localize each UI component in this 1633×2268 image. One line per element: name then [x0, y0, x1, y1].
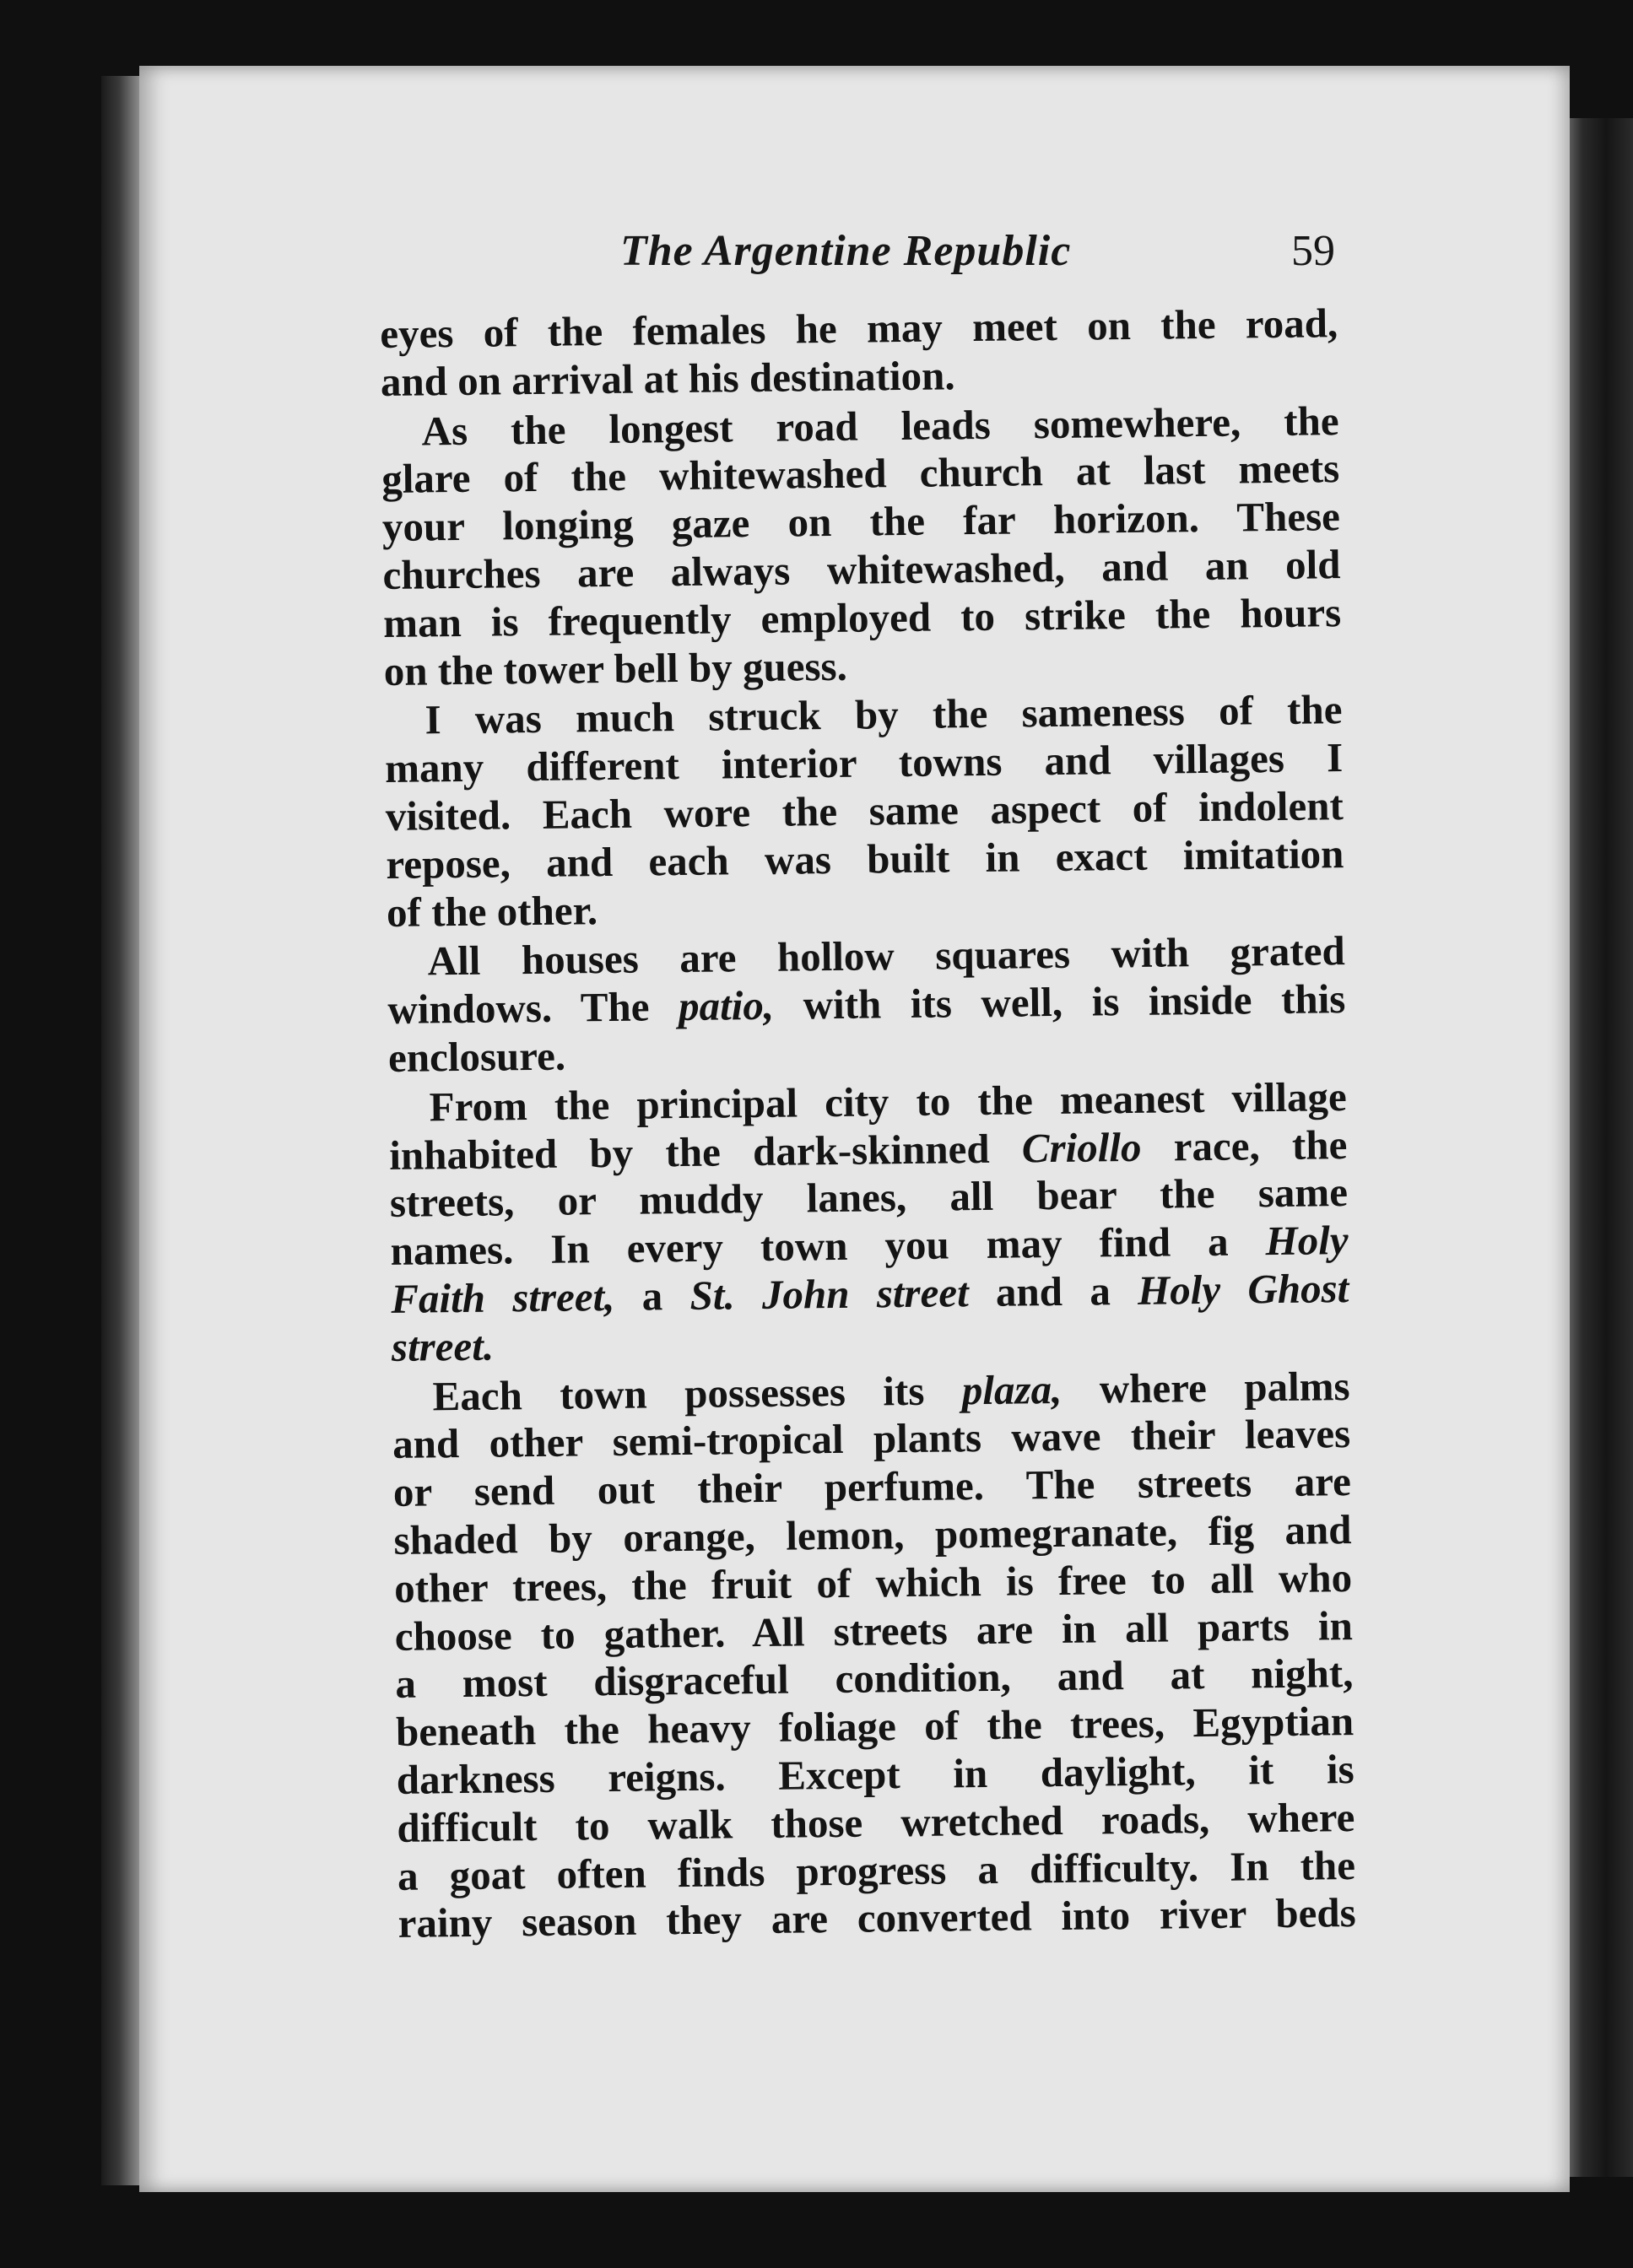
text-line: of the other. — [386, 886, 598, 936]
text-line: churches are always whitewashed, and an old — [382, 541, 1341, 598]
paragraph-1 — [380, 300, 1338, 406]
paragraph-2 — [381, 397, 1342, 696]
text-run: Each town possesses its — [432, 1366, 963, 1419]
text-line: beneath the heavy foliage of the trees, Egyptian — [395, 1698, 1355, 1755]
text-line: All houses are hollow squares with grated — [427, 927, 1345, 985]
text-line: enclosure. — [387, 1032, 566, 1081]
text-line: man is frequently employed to strike the hours — [382, 588, 1342, 646]
text-line: As the longest road leads somewhere, the — [421, 397, 1339, 455]
text-line: a goat often finds progress a difficulty. In the — [397, 1841, 1356, 1899]
text-line: and on arrival at his destination. — [380, 352, 955, 405]
text-line: eyes of the females he may meet on the road, — [380, 300, 1338, 357]
text-line: repose, and each was built in exact imitation — [386, 829, 1344, 888]
italic-term-holy-ghost: Holy Ghost — [1137, 1264, 1349, 1314]
text-line: a most disgraceful condition, and at night, — [395, 1650, 1354, 1708]
text-run: a — [614, 1272, 690, 1320]
text-run: names. In every town you may find a — [390, 1218, 1266, 1275]
running-title: The Argentine Republic — [620, 227, 1072, 275]
page-body-text — [380, 300, 1356, 1948]
text-run: race, the — [1141, 1120, 1348, 1170]
book-cover-edge — [1565, 118, 1633, 2177]
text-run: where palms — [1061, 1362, 1350, 1412]
text-run: inhabited by the dark-skinned — [389, 1124, 1023, 1179]
text-line: shaded by orange, lemon, pomegranate, fig and — [393, 1505, 1352, 1563]
italic-term-patio: patio, — [678, 981, 775, 1030]
text-line: I was much struck by the sameness of the — [424, 686, 1343, 743]
text-line: glare of the whitewashed church at last meets — [381, 445, 1340, 503]
text-line: on the tower bell by guess. — [383, 642, 848, 694]
paragraph-6 — [392, 1363, 1356, 1948]
text-line: From the principal city to the meanest village — [429, 1072, 1347, 1131]
text-run: with its well, is inside this — [773, 975, 1346, 1029]
italic-term-plaza: plaza, — [961, 1365, 1063, 1413]
italic-term-criollo: Criollo — [1021, 1123, 1142, 1171]
text-line: streets, or muddy lanes, all bear the same — [389, 1169, 1349, 1227]
text-run: and a — [968, 1266, 1138, 1316]
text-line: or send out their perfume. The streets are — [392, 1458, 1352, 1516]
text-line: and other semi-tropical plants wave their leaves — [392, 1410, 1351, 1468]
paragraph-4 — [387, 927, 1346, 1082]
italic-term-st-john-street: St. John street — [689, 1269, 969, 1319]
text-run: windows. The — [387, 983, 679, 1034]
text-line: difficult to walk those wretched roads, where — [397, 1793, 1355, 1851]
text-line: choose to gather. All streets are in all parts in — [394, 1601, 1354, 1660]
italic-term-street: street. — [391, 1322, 495, 1370]
paragraph-3 — [384, 686, 1344, 937]
text-line: visited. Each wore the same aspect of indolent — [385, 782, 1344, 840]
text-line: rainy season they are converted into river beds — [397, 1889, 1356, 1947]
text-line: many different interior towns and villages I — [384, 734, 1344, 792]
paragraph-5 — [388, 1073, 1349, 1372]
text-line: your longing gaze on the far horizon. These — [381, 493, 1341, 551]
italic-term-faith-street: Faith street, — [390, 1272, 615, 1322]
italic-term-holy: Holy — [1265, 1217, 1349, 1265]
text-line: other trees, the fruit of which is free to all who — [393, 1553, 1353, 1612]
text-line: darkness reigns. Except in daylight, it is — [396, 1745, 1355, 1803]
page-number: 59 — [1291, 227, 1335, 275]
